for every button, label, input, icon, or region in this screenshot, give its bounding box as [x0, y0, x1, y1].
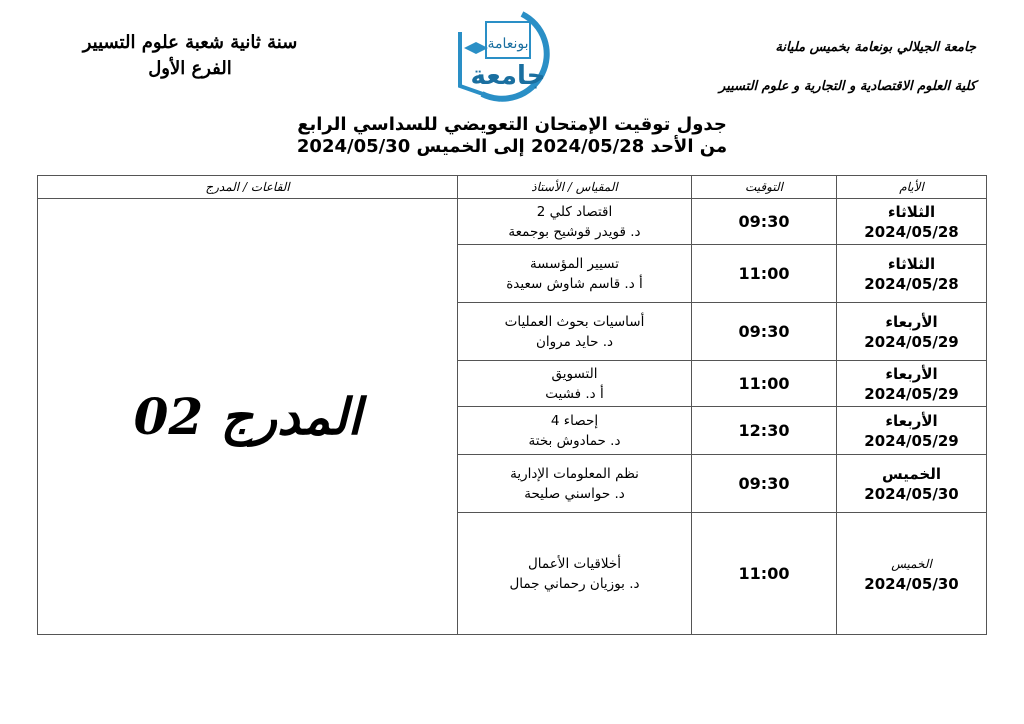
university-logo	[452, 8, 562, 104]
day-name: الأربعاء	[885, 312, 938, 331]
subject-name: أخلاقيات الأعمال	[527, 555, 622, 572]
day-name: الأربعاء	[885, 411, 938, 430]
day-date: 2024/05/30	[864, 574, 959, 593]
svg-text:جامعة: جامعة	[470, 61, 546, 91]
day-name: الثلاثاء	[887, 254, 936, 273]
day-name: الخميس	[891, 556, 932, 571]
exam-schedule-table	[37, 175, 987, 635]
time-cell: 11:00	[692, 361, 837, 407]
university-name: جامعة الجيلالي بونعامة بخميس مليانة	[775, 40, 976, 55]
class-header	[60, 30, 320, 82]
day-cell	[837, 513, 987, 635]
header-hall: القاعات / المدرج	[38, 176, 458, 199]
subject-name: إحصاء 4	[550, 412, 599, 429]
day-name: الأربعاء	[885, 364, 938, 383]
subject-cell	[458, 455, 692, 513]
day-date: 2024/05/28	[864, 222, 959, 241]
time-cell: 11:00	[692, 513, 837, 635]
day-cell	[837, 361, 987, 407]
faculty-name: كلية العلوم الاقتصادية و التجارية و علوم التسيير	[719, 79, 976, 94]
time-cell: 11:00	[692, 245, 837, 303]
teacher-name: أ د. فشيت	[545, 385, 604, 402]
subject-cell	[458, 513, 692, 635]
subject-cell	[458, 199, 692, 245]
page-title	[0, 114, 1024, 158]
table-header-row	[38, 176, 987, 199]
day-date: 2024/05/30	[864, 484, 959, 503]
subject-cell	[458, 303, 692, 361]
time-cell: 09:30	[692, 199, 837, 245]
hall-name: المدرج 02	[133, 387, 362, 446]
subject-cell	[458, 245, 692, 303]
subject-name: اقتصاد كلي 2	[536, 203, 613, 220]
subject-cell	[458, 361, 692, 407]
day-cell	[837, 303, 987, 361]
hall-cell	[38, 199, 458, 635]
day-cell	[837, 199, 987, 245]
time-cell: 09:30	[692, 455, 837, 513]
subject-name: أساسيات بحوث العمليات	[504, 313, 645, 330]
teacher-name: د. حايد مروان	[535, 333, 614, 350]
title-line-2: من الأحد 2024/05/28 إلى الخميس 2024/05/30	[296, 136, 728, 157]
svg-text:بونعامة: بونعامة	[487, 36, 529, 52]
day-date: 2024/05/29	[864, 384, 959, 403]
teacher-name: د. قويدر قوشيح بوجمعة	[508, 223, 641, 240]
header-days: الأيام	[837, 176, 987, 199]
day-cell	[837, 245, 987, 303]
teacher-name: أ د. قاسم شاوش سعيدة	[506, 275, 643, 292]
branch-label: الفرع الأول	[148, 58, 232, 79]
day-name: الثلاثاء	[887, 202, 936, 221]
header-subject: المقياس / الأستاذ	[458, 176, 692, 199]
time-cell: 12:30	[692, 407, 837, 455]
teacher-name: د. حواسني صليحة	[524, 485, 625, 502]
table-row	[38, 199, 987, 245]
day-date: 2024/05/29	[864, 431, 959, 450]
level-label: سنة ثانية شعبة علوم التسيير	[82, 32, 298, 53]
day-date: 2024/05/29	[864, 332, 959, 351]
subject-cell	[458, 407, 692, 455]
day-date: 2024/05/28	[864, 274, 959, 293]
institution-header	[616, 40, 976, 94]
day-name: الخميس	[882, 464, 941, 483]
subject-name: التسويق	[551, 365, 598, 382]
teacher-name: د. حمادوش بختة	[528, 432, 621, 449]
day-cell	[837, 455, 987, 513]
title-line-1: جدول توقيت الإمتحان التعويضي للسداسي الرابع	[297, 114, 727, 135]
time-cell: 09:30	[692, 303, 837, 361]
subject-name: نظم المعلومات الإدارية	[510, 465, 639, 482]
header-time: التوقيت	[692, 176, 837, 199]
subject-name: تسيير المؤسسة	[530, 255, 619, 272]
day-cell	[837, 407, 987, 455]
teacher-name: د. بوزيان رحماني جمال	[509, 575, 640, 592]
